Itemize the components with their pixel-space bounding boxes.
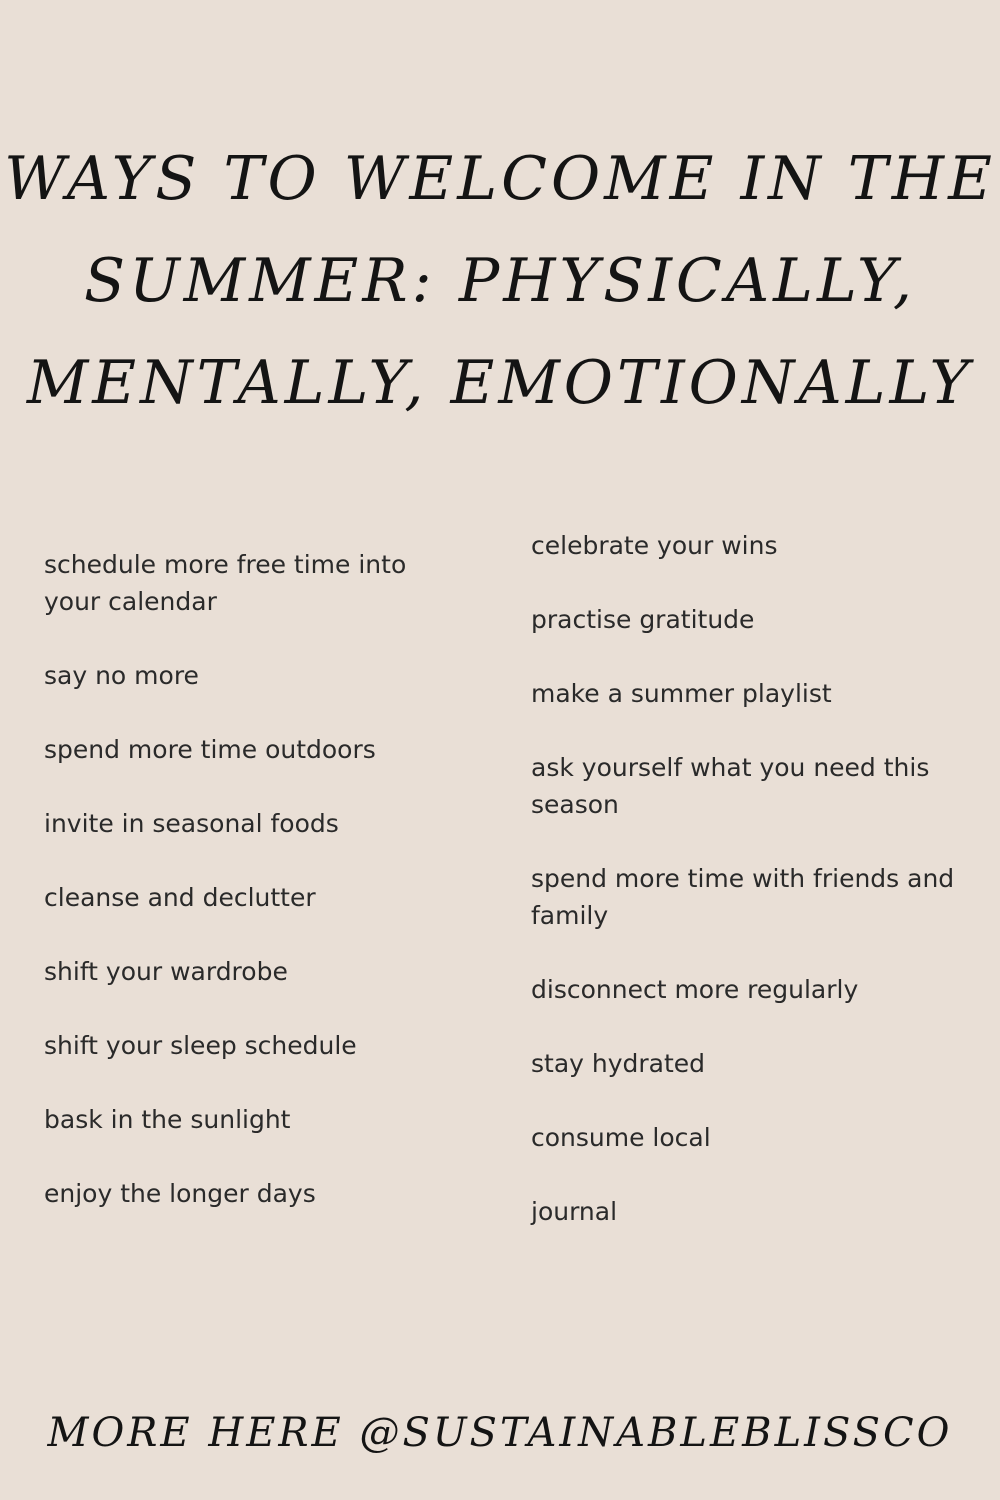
list-item: spend more time outdoors	[44, 735, 376, 764]
list-item: make a summer playlist	[531, 679, 832, 708]
page-title	[0, 128, 1000, 434]
list-item: invite in seasonal foods	[44, 809, 339, 838]
list-item: spend more time with friends and family	[531, 864, 955, 930]
list-item: shift your sleep schedule	[44, 1031, 357, 1060]
list-item: cleanse and declutter	[44, 883, 316, 912]
list-item: journal	[531, 1197, 618, 1226]
list-item: ask yourself what you need this season	[531, 753, 930, 819]
list-item: consume local	[531, 1123, 711, 1152]
title-line-3: MENTALLY, EMOTIONALLY	[26, 348, 974, 418]
title-line-2: SUMMER: PHYSICALLY,	[84, 246, 916, 316]
title-line-1: WAYS TO WELCOME IN THE	[4, 144, 996, 214]
list-item: bask in the sunlight	[44, 1105, 291, 1134]
list-item: enjoy the longer days	[44, 1179, 316, 1208]
right-list	[531, 527, 971, 1267]
footer-credit: MORE HERE @SUSTAINABLEBLISSCO	[47, 1410, 953, 1456]
left-list	[44, 546, 464, 1249]
list-item: say no more	[44, 661, 199, 690]
list-item: stay hydrated	[531, 1049, 706, 1078]
list-item: practise gratitude	[531, 605, 755, 634]
list-item: shift your wardrobe	[44, 957, 288, 986]
list-item: celebrate your wins	[531, 531, 778, 560]
list-item: schedule more free time into your calendar	[44, 550, 407, 616]
list-item: disconnect more regularly	[531, 975, 859, 1004]
